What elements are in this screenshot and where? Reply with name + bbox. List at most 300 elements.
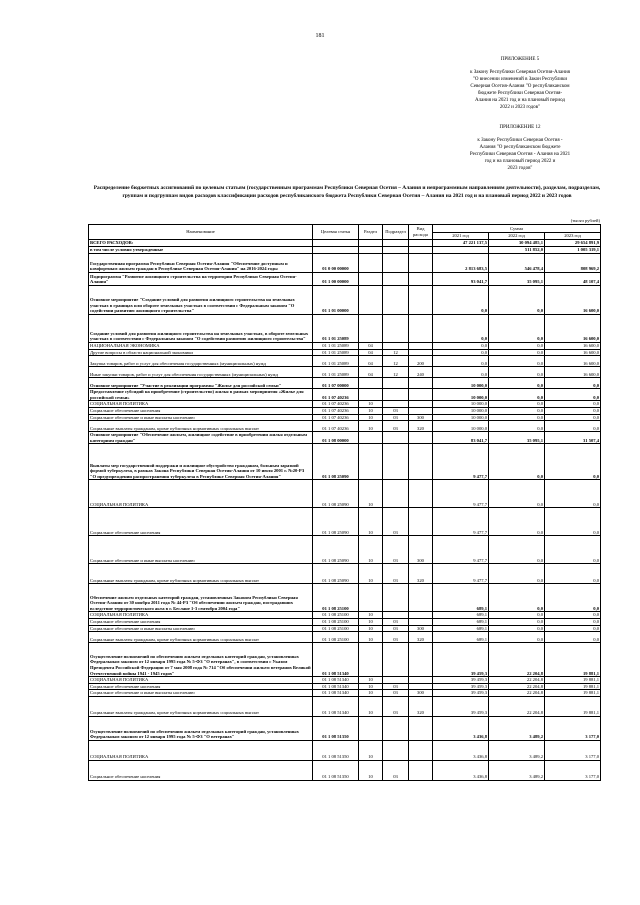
- row-name-cell: Социальное обеспечение населения: [89, 618, 313, 625]
- row-target-article-cell: 01 1 08 25090: [313, 444, 359, 480]
- row-expense-type-cell: [409, 643, 433, 677]
- row-name-cell: СОЦИАЛЬНАЯ ПОЛИТИКА: [89, 740, 313, 760]
- row-amount-2023-cell: 16 600,0: [545, 286, 601, 315]
- row-section-cell: 10: [359, 760, 383, 780]
- row-expense-type-cell: [409, 343, 433, 350]
- row-subsection-cell: 03: [383, 625, 409, 632]
- row-amount-2021-cell: 10 000,0: [433, 378, 489, 389]
- row-subsection-cell: [383, 444, 409, 480]
- row-amount-2021-cell: 689,1: [433, 612, 489, 619]
- table-row: [89, 389, 601, 401]
- table-row: [89, 315, 601, 343]
- table-row: [89, 356, 601, 367]
- row-name-cell: Создание условий для развития жилищного строительства на земельных участках, в обороте земельных участках в соответствии с Федеральным законом "О содействии развитию жилищного строительства": [89, 315, 313, 343]
- row-section-cell: 10: [359, 421, 383, 432]
- annex-5-line: "О внесении изменений в Закон Республики: [472, 77, 568, 82]
- table-header: [89, 225, 601, 240]
- row-section-cell: [359, 247, 383, 254]
- row-target-article-cell: 01 1 08 25090: [313, 564, 359, 584]
- row-name-cell: Иные закупки товаров, работ и услуг для обеспечения государственных (муниципальных) нужд: [89, 367, 313, 378]
- row-section-cell: 10: [359, 414, 383, 421]
- row-amount-2022-cell: 0,0: [489, 315, 545, 343]
- row-amount-2021-cell: 689,1: [433, 625, 489, 632]
- row-amount-2021-cell: [433, 247, 489, 254]
- row-amount-2021-cell: 0,0: [433, 315, 489, 343]
- row-subsection-cell: 03: [383, 508, 409, 536]
- row-section-cell: 04: [359, 367, 383, 378]
- annex-5-line: Алания на 2021 год и на плановый период: [475, 98, 565, 103]
- annex-12-line: Алания "О республиканском бюджете: [479, 145, 561, 150]
- row-amount-2023-cell: 0,0: [545, 444, 601, 480]
- table-row: [89, 643, 601, 677]
- table-row: [89, 564, 601, 584]
- row-target-article-cell: 01 1 08 25100: [313, 584, 359, 612]
- row-name-cell: Социальное обеспечение населения: [89, 407, 313, 414]
- row-name-cell: Социальное обеспечение и иные выплаты населению: [89, 625, 313, 632]
- row-amount-2023-cell: 19 881,1: [545, 643, 601, 677]
- row-amount-2023-cell: 3 177,0: [545, 716, 601, 740]
- row-target-article-cell: 01 1 08 51350: [313, 716, 359, 740]
- row-amount-2021-cell: 3 436,8: [433, 716, 489, 740]
- row-amount-2022-cell: 0,0: [489, 612, 545, 619]
- row-amount-2022-cell: 0,0: [489, 343, 545, 350]
- row-subsection-cell: 03: [383, 760, 409, 780]
- row-amount-2021-cell: 10 000,0: [433, 401, 489, 408]
- table-row: [89, 760, 601, 780]
- annex-12-line: 2023 годов": [507, 166, 533, 171]
- row-amount-2022-cell: 35 095,1: [489, 273, 545, 286]
- row-amount-2022-cell: 0,0: [489, 401, 545, 408]
- row-expense-type-cell: [409, 740, 433, 760]
- row-amount-2021-cell: 9 477,7: [433, 480, 489, 508]
- row-name-cell: в том числе условно утвержденные: [89, 247, 313, 254]
- row-amount-2022-cell: 22 204,8: [489, 690, 545, 697]
- row-name-cell: Социальное обеспечение и иные выплаты населению: [89, 536, 313, 564]
- row-target-article-cell: 01 1 08 51340: [313, 643, 359, 677]
- table-row: [89, 696, 601, 716]
- table-row: [89, 618, 601, 625]
- row-amount-2023-cell: 0,0: [545, 389, 601, 401]
- row-subsection-cell: [383, 286, 409, 315]
- row-amount-2023-cell: 0,0: [545, 378, 601, 389]
- row-target-article-cell: 01 1 08 25090: [313, 480, 359, 508]
- annex-5-line: Северная Осетия-Алания "О республиканском: [470, 84, 570, 89]
- row-amount-2022-cell: 0,0: [489, 414, 545, 421]
- row-amount-2023-cell: 0,0: [545, 612, 601, 619]
- row-amount-2023-cell: 16 600,0: [545, 356, 601, 367]
- row-section-cell: [359, 273, 383, 286]
- row-amount-2022-cell: 0,0: [489, 508, 545, 536]
- row-expense-type-cell: [409, 618, 433, 625]
- row-expense-type-cell: 320: [409, 564, 433, 584]
- row-subsection-cell: 03: [383, 618, 409, 625]
- row-subsection-cell: [383, 584, 409, 612]
- row-expense-type-cell: [409, 401, 433, 408]
- row-name-cell: Обеспечение жильем отдельных категорий граждан, установленных Законом Республики Северная Осетия-Алания от 30 ноября 2011 года № 44-РЗ "Об обеспечении жильем граждан, пострадавших вследствие террористического акта в г. Беслане 1-3 сентября 2004 года": [89, 584, 313, 612]
- row-expense-type-cell: [409, 432, 433, 444]
- row-expense-type-cell: [409, 389, 433, 401]
- row-name-cell: Социальное обеспечение и иные выплаты населению: [89, 690, 313, 697]
- row-subsection-cell: [383, 343, 409, 350]
- table-row: [89, 612, 601, 619]
- row-amount-2023-cell: 19 881,1: [545, 677, 601, 684]
- row-amount-2023-cell: 19 881,1: [545, 696, 601, 716]
- annex-12-line: к Закону Республики Северная Осетия -: [477, 138, 563, 143]
- row-name-cell: Социальные выплаты гражданам, кроме публичных нормативных социальных выплат: [89, 632, 313, 643]
- row-subsection-cell: 03: [383, 632, 409, 643]
- row-target-article-cell: 01 1 00 00000: [313, 273, 359, 286]
- row-subsection-cell: [383, 315, 409, 343]
- annex-5-line: бюджете Республики Северная Осетия-: [477, 91, 563, 96]
- table-row: [89, 349, 601, 356]
- table-row: [89, 401, 601, 408]
- table-row: [89, 677, 601, 684]
- row-amount-2021-cell: 93 041,7: [433, 273, 489, 286]
- row-name-cell: Социальное обеспечение населения: [89, 508, 313, 536]
- row-expense-type-cell: [409, 286, 433, 315]
- row-subsection-cell: [383, 432, 409, 444]
- row-name-cell: Основное мероприятие "Создание условий для развития жилищного строительства на земельных участках в границах или обороте земельных участках в соответствии с Федеральным законом "О содействии развитию жилищного строительства": [89, 286, 313, 315]
- row-target-article-cell: 01 1 08 25090: [313, 536, 359, 564]
- row-expense-type-cell: [409, 349, 433, 356]
- row-section-cell: 10: [359, 740, 383, 760]
- header-sum: Сумма: [433, 225, 601, 233]
- row-amount-2022-cell: 0,0: [489, 444, 545, 480]
- row-section-cell: 10: [359, 683, 383, 690]
- table-row: [89, 632, 601, 643]
- row-expense-type-cell: [409, 273, 433, 286]
- row-amount-2022-cell: 0,0: [489, 632, 545, 643]
- row-section-cell: [359, 254, 383, 273]
- row-amount-2021-cell: 10 000,0: [433, 407, 489, 414]
- row-amount-2023-cell: 0,0: [545, 618, 601, 625]
- header-2023: 2023 год: [545, 233, 601, 240]
- row-amount-2023-cell: 0,0: [545, 584, 601, 612]
- table-row: [89, 683, 601, 690]
- row-expense-type-cell: [409, 760, 433, 780]
- row-amount-2023-cell: 19 881,1: [545, 690, 601, 697]
- row-name-cell: Другие вопросы в области национальной экономики: [89, 349, 313, 356]
- row-target-article-cell: 01 1 08 51340: [313, 683, 359, 690]
- row-subsection-cell: 03: [383, 683, 409, 690]
- table-row: [89, 508, 601, 536]
- row-amount-2023-cell: 3 177,0: [545, 740, 601, 760]
- row-section-cell: 10: [359, 508, 383, 536]
- row-section-cell: 10: [359, 480, 383, 508]
- row-section-cell: [359, 716, 383, 740]
- row-amount-2023-cell: 0,0: [545, 407, 601, 414]
- row-amount-2022-cell: 3 489,2: [489, 760, 545, 780]
- row-amount-2022-cell: 0,0: [489, 618, 545, 625]
- row-target-article-cell: 01 1 07 40236: [313, 407, 359, 414]
- row-expense-type-cell: [409, 378, 433, 389]
- row-amount-2022-cell: 0,0: [489, 349, 545, 356]
- row-target-article-cell: 01 1 01 25089: [313, 343, 359, 350]
- row-amount-2021-cell: 9 477,7: [433, 564, 489, 584]
- row-expense-type-cell: 200: [409, 356, 433, 367]
- row-amount-2022-cell: 0,0: [489, 407, 545, 414]
- row-section-cell: 10: [359, 625, 383, 632]
- row-amount-2022-cell: 35 095,1: [489, 432, 545, 444]
- row-subsection-cell: [383, 716, 409, 740]
- row-amount-2022-cell: 22 204,8: [489, 683, 545, 690]
- table-row: [89, 414, 601, 421]
- row-section-cell: 10: [359, 696, 383, 716]
- row-section-cell: 10: [359, 536, 383, 564]
- table-row: [89, 273, 601, 286]
- row-section-cell: [359, 286, 383, 315]
- row-target-article-cell: 01 1 07 00000: [313, 378, 359, 389]
- row-name-cell: Социальное обеспечение и иные выплаты населению: [89, 414, 313, 421]
- row-amount-2021-cell: 3 436,8: [433, 740, 489, 760]
- row-subsection-cell: 03: [383, 414, 409, 421]
- row-amount-2022-cell: 511 852,0: [489, 247, 545, 254]
- row-name-cell: Основное мероприятие "Участие в реализации программы "Жилье для российской семьи": [89, 378, 313, 389]
- row-subsection-cell: [383, 643, 409, 677]
- row-name-cell: ВСЕГО РАСХОДОВ:: [89, 240, 313, 247]
- row-target-article-cell: 01 1 08 51340: [313, 696, 359, 716]
- header-section: Раздел: [359, 225, 383, 240]
- row-amount-2021-cell: 0,0: [433, 343, 489, 350]
- row-amount-2021-cell: 83 041,7: [433, 432, 489, 444]
- row-name-cell: Социальные выплаты гражданам, кроме публичных нормативных социальных выплат: [89, 421, 313, 432]
- annex-5-block: [440, 56, 600, 111]
- page-number: 181: [315, 33, 325, 39]
- table-row: [89, 367, 601, 378]
- row-subsection-cell: 12: [383, 356, 409, 367]
- row-target-article-cell: 01 1 08 25090: [313, 508, 359, 536]
- row-amount-2021-cell: 0,0: [433, 367, 489, 378]
- row-amount-2023-cell: 1 005 319,1: [545, 247, 601, 254]
- row-amount-2022-cell: 0,0: [489, 378, 545, 389]
- row-section-cell: [359, 432, 383, 444]
- row-amount-2022-cell: 22 204,8: [489, 696, 545, 716]
- row-name-cell: Осуществление полномочий по обеспечению жильем отдельных категорий граждан, установленных Федеральным законом от 12 января 1995 года № 5-ФЗ "О ветеранах": [89, 716, 313, 740]
- table-row: [89, 625, 601, 632]
- budget-table: [88, 224, 601, 781]
- row-amount-2022-cell: 22 204,8: [489, 677, 545, 684]
- row-expense-type-cell: 300: [409, 690, 433, 697]
- row-subsection-cell: [383, 247, 409, 254]
- row-amount-2021-cell: 39 459,3: [433, 690, 489, 697]
- row-amount-2021-cell: 9 477,7: [433, 508, 489, 536]
- row-expense-type-cell: 240: [409, 367, 433, 378]
- row-target-article-cell: 01 1 08 25100: [313, 632, 359, 643]
- row-expense-type-cell: [409, 508, 433, 536]
- row-amount-2021-cell: 689,1: [433, 618, 489, 625]
- row-amount-2021-cell: 3 436,8: [433, 760, 489, 780]
- row-amount-2022-cell: 0,0: [489, 367, 545, 378]
- row-subsection-cell: [383, 677, 409, 684]
- row-expense-type-cell: [409, 444, 433, 480]
- table-row: [89, 286, 601, 315]
- row-section-cell: [359, 315, 383, 343]
- row-subsection-cell: [383, 740, 409, 760]
- annex-5-heading: ПРИЛОЖЕНИЕ 5: [500, 57, 540, 62]
- table-row: [89, 247, 601, 254]
- row-amount-2021-cell: 39 459,3: [433, 696, 489, 716]
- row-amount-2023-cell: 0,0: [545, 421, 601, 432]
- table-row: [89, 536, 601, 564]
- row-subsection-cell: 12: [383, 367, 409, 378]
- row-name-cell: Выплаты мер государственной поддержки и жилищное обустройство гражданам, больным заразной формой туберкулеза, в рамках Закона Республики Северная Осетия-Алания от 10 июля 2001 г. №20-РЗ "О предупреждении распространения туберкулеза в Республике Северная Осетия-Алания": [89, 444, 313, 480]
- row-section-cell: 04: [359, 349, 383, 356]
- row-name-cell: Государственная программа Республики Северная Осетия-Алания "Обеспечение доступным и комфортным жильем граждан в Республике Северная Осетия-Алания" на 2016-2024 годы: [89, 254, 313, 273]
- row-target-article-cell: 01 1 01 25089: [313, 356, 359, 367]
- row-amount-2023-cell: 16 600,0: [545, 315, 601, 343]
- annex-12-block: [440, 124, 600, 172]
- row-amount-2022-cell: 3 489,2: [489, 716, 545, 740]
- row-amount-2021-cell: 10 000,0: [433, 414, 489, 421]
- row-amount-2022-cell: 0,0: [489, 286, 545, 315]
- row-amount-2023-cell: 48 107,4: [545, 273, 601, 286]
- row-amount-2023-cell: 0,0: [545, 414, 601, 421]
- header-2021: 2021 год: [433, 233, 489, 240]
- row-name-cell: Социальные выплаты гражданам, кроме публичных нормативных социальных выплат: [89, 696, 313, 716]
- table-row: [89, 480, 601, 508]
- row-section-cell: 10: [359, 677, 383, 684]
- row-name-cell: Осуществление полномочий по обеспечению жильем отдельных категорий граждан, установленных Федеральным законом от 12 января 1995 года № 5-ФЗ "О ветеранах", в соответствии с Указом Президента Российской Федерации от 7 мая 2008 года № 714 "Об обеспечении жильем ветеранов Великой Отечественной войны 1941 - 1945 годов": [89, 643, 313, 677]
- row-target-article-cell: 01 1 08 00000: [313, 432, 359, 444]
- table-row: [89, 716, 601, 740]
- row-expense-type-cell: [409, 612, 433, 619]
- row-expense-type-cell: 320: [409, 696, 433, 716]
- row-section-cell: [359, 240, 383, 247]
- row-amount-2023-cell: 0,0: [545, 564, 601, 584]
- row-subsection-cell: [383, 273, 409, 286]
- row-amount-2021-cell: 39 459,3: [433, 643, 489, 677]
- row-amount-2021-cell: 689,1: [433, 584, 489, 612]
- row-name-cell: Закупка товаров, работ и услуг для обеспечения государственных (муниципальных) нужд: [89, 356, 313, 367]
- row-expense-type-cell: [409, 584, 433, 612]
- row-amount-2022-cell: 0,0: [489, 536, 545, 564]
- table-row: [89, 378, 601, 389]
- row-amount-2023-cell: 31 507,4: [545, 432, 601, 444]
- row-subsection-cell: 03: [383, 696, 409, 716]
- row-target-article-cell: 01 1 01 25089: [313, 349, 359, 356]
- row-amount-2023-cell: 0,0: [545, 401, 601, 408]
- header-target-article: Целевая статья: [313, 225, 359, 240]
- row-target-article-cell: 01 1 08 25100: [313, 625, 359, 632]
- annex-12-line: Республики Северная Осетия - Алания на 2021: [469, 152, 571, 157]
- row-amount-2021-cell: 39 459,3: [433, 677, 489, 684]
- row-amount-2023-cell: 0,0: [545, 632, 601, 643]
- row-name-cell: Социальные выплаты гражданам, кроме публичных нормативных социальных выплат: [89, 564, 313, 584]
- row-target-article-cell: 01 1 08 51350: [313, 740, 359, 760]
- row-target-article-cell: 01 1 01 25089: [313, 367, 359, 378]
- table-row: [89, 240, 601, 247]
- row-target-article-cell: 01 0 00 00000: [313, 254, 359, 273]
- row-amount-2022-cell: 0,0: [489, 480, 545, 508]
- row-amount-2021-cell: 9 477,7: [433, 536, 489, 564]
- row-amount-2023-cell: 29 654 891,9: [545, 240, 601, 247]
- row-name-cell: Социальное обеспечение населения: [89, 760, 313, 780]
- row-amount-2021-cell: 10 000,0: [433, 421, 489, 432]
- table-row: [89, 740, 601, 760]
- row-section-cell: [359, 378, 383, 389]
- row-expense-type-cell: 320: [409, 632, 433, 643]
- row-amount-2022-cell: 30 094 485,1: [489, 240, 545, 247]
- row-target-article-cell: 01 1 08 51340: [313, 690, 359, 697]
- row-amount-2021-cell: 9 477,7: [433, 444, 489, 480]
- table-body: [89, 240, 601, 781]
- row-name-cell: НАЦИОНАЛЬНАЯ ЭКОНОМИКА: [89, 343, 313, 350]
- row-amount-2021-cell: 0,0: [433, 356, 489, 367]
- row-amount-2023-cell: 0,0: [545, 480, 601, 508]
- header-expense-type: Вид расхода: [409, 225, 433, 240]
- row-expense-type-cell: [409, 677, 433, 684]
- row-name-cell: Основное мероприятие "Обеспечение жильем, жилищное содействие в приобретении жилья отдельным категориям граждан": [89, 432, 313, 444]
- row-section-cell: 10: [359, 564, 383, 584]
- row-amount-2022-cell: 546 478,4: [489, 254, 545, 273]
- row-expense-type-cell: 320: [409, 421, 433, 432]
- row-amount-2022-cell: 0,0: [489, 625, 545, 632]
- row-expense-type-cell: [409, 254, 433, 273]
- row-section-cell: 10: [359, 407, 383, 414]
- row-amount-2021-cell: 10 000,0: [433, 389, 489, 401]
- row-subsection-cell: 03: [383, 421, 409, 432]
- table-row: [89, 407, 601, 414]
- row-section-cell: 10: [359, 401, 383, 408]
- row-amount-2022-cell: 0,0: [489, 356, 545, 367]
- row-section-cell: 04: [359, 343, 383, 350]
- row-target-article-cell: [313, 247, 359, 254]
- row-subsection-cell: [383, 480, 409, 508]
- table-row: [89, 343, 601, 350]
- row-subsection-cell: [383, 401, 409, 408]
- row-amount-2023-cell: 3 177,0: [545, 760, 601, 780]
- header-name: Наименование: [89, 225, 313, 240]
- document-title: Распределение бюджетных ассигнований по целевым статьям (государственным программам Республики Северная Осетия – Алания и непрограммным направлениям деятельности), разделам, подразделам, группам и подгруппам видов расходов классификации расходов республиканского бюджета Республики Северная Осетия – Алания на 2021 год и на плановый период 2022 и 2023 годов: [93, 185, 601, 199]
- row-target-article-cell: 01 1 07 40236: [313, 414, 359, 421]
- row-expense-type-cell: [409, 407, 433, 414]
- annex-12-line: год и на плановый период 2022 и: [484, 159, 556, 164]
- row-expense-type-cell: 300: [409, 536, 433, 564]
- row-target-article-cell: 01 1 01 25089: [313, 315, 359, 343]
- table-row: [89, 444, 601, 480]
- row-amount-2023-cell: 0,0: [545, 536, 601, 564]
- row-amount-2021-cell: 689,1: [433, 632, 489, 643]
- row-section-cell: 10: [359, 612, 383, 619]
- row-target-article-cell: 01 1 01 00000: [313, 286, 359, 315]
- row-amount-2021-cell: 39 459,3: [433, 683, 489, 690]
- row-target-article-cell: [313, 240, 359, 247]
- row-expense-type-cell: [409, 480, 433, 508]
- row-amount-2021-cell: 0,0: [433, 349, 489, 356]
- row-name-cell: Предоставление субсидий на приобретение (строительство) жилья в рамках мероприятия «Жилье для российской семьи»: [89, 389, 313, 401]
- row-section-cell: 10: [359, 618, 383, 625]
- row-amount-2022-cell: 3 489,2: [489, 740, 545, 760]
- annex-5-line: к Закону Республики Северная Осетия-Алания: [470, 70, 570, 75]
- row-section-cell: [359, 444, 383, 480]
- row-target-article-cell: 01 1 07 40236: [313, 401, 359, 408]
- annex-12-heading: ПРИЛОЖЕНИЕ 12: [499, 125, 541, 130]
- row-name-cell: СОЦИАЛЬНАЯ ПОЛИТИКА: [89, 677, 313, 684]
- row-expense-type-cell: [409, 247, 433, 254]
- header-subsection: Подраздел: [383, 225, 409, 240]
- units-label: (тысяч рублей): [570, 218, 600, 223]
- table-row: [89, 584, 601, 612]
- row-subsection-cell: 03: [383, 536, 409, 564]
- row-expense-type-cell: [409, 315, 433, 343]
- row-expense-type-cell: [409, 240, 433, 247]
- row-amount-2022-cell: 0,0: [489, 584, 545, 612]
- row-target-article-cell: 01 1 08 51340: [313, 677, 359, 684]
- row-amount-2022-cell: 22 204,8: [489, 643, 545, 677]
- row-amount-2021-cell: 0,0: [433, 286, 489, 315]
- row-amount-2023-cell: 0,0: [545, 625, 601, 632]
- row-name-cell: СОЦИАЛЬНАЯ ПОЛИТИКА: [89, 401, 313, 408]
